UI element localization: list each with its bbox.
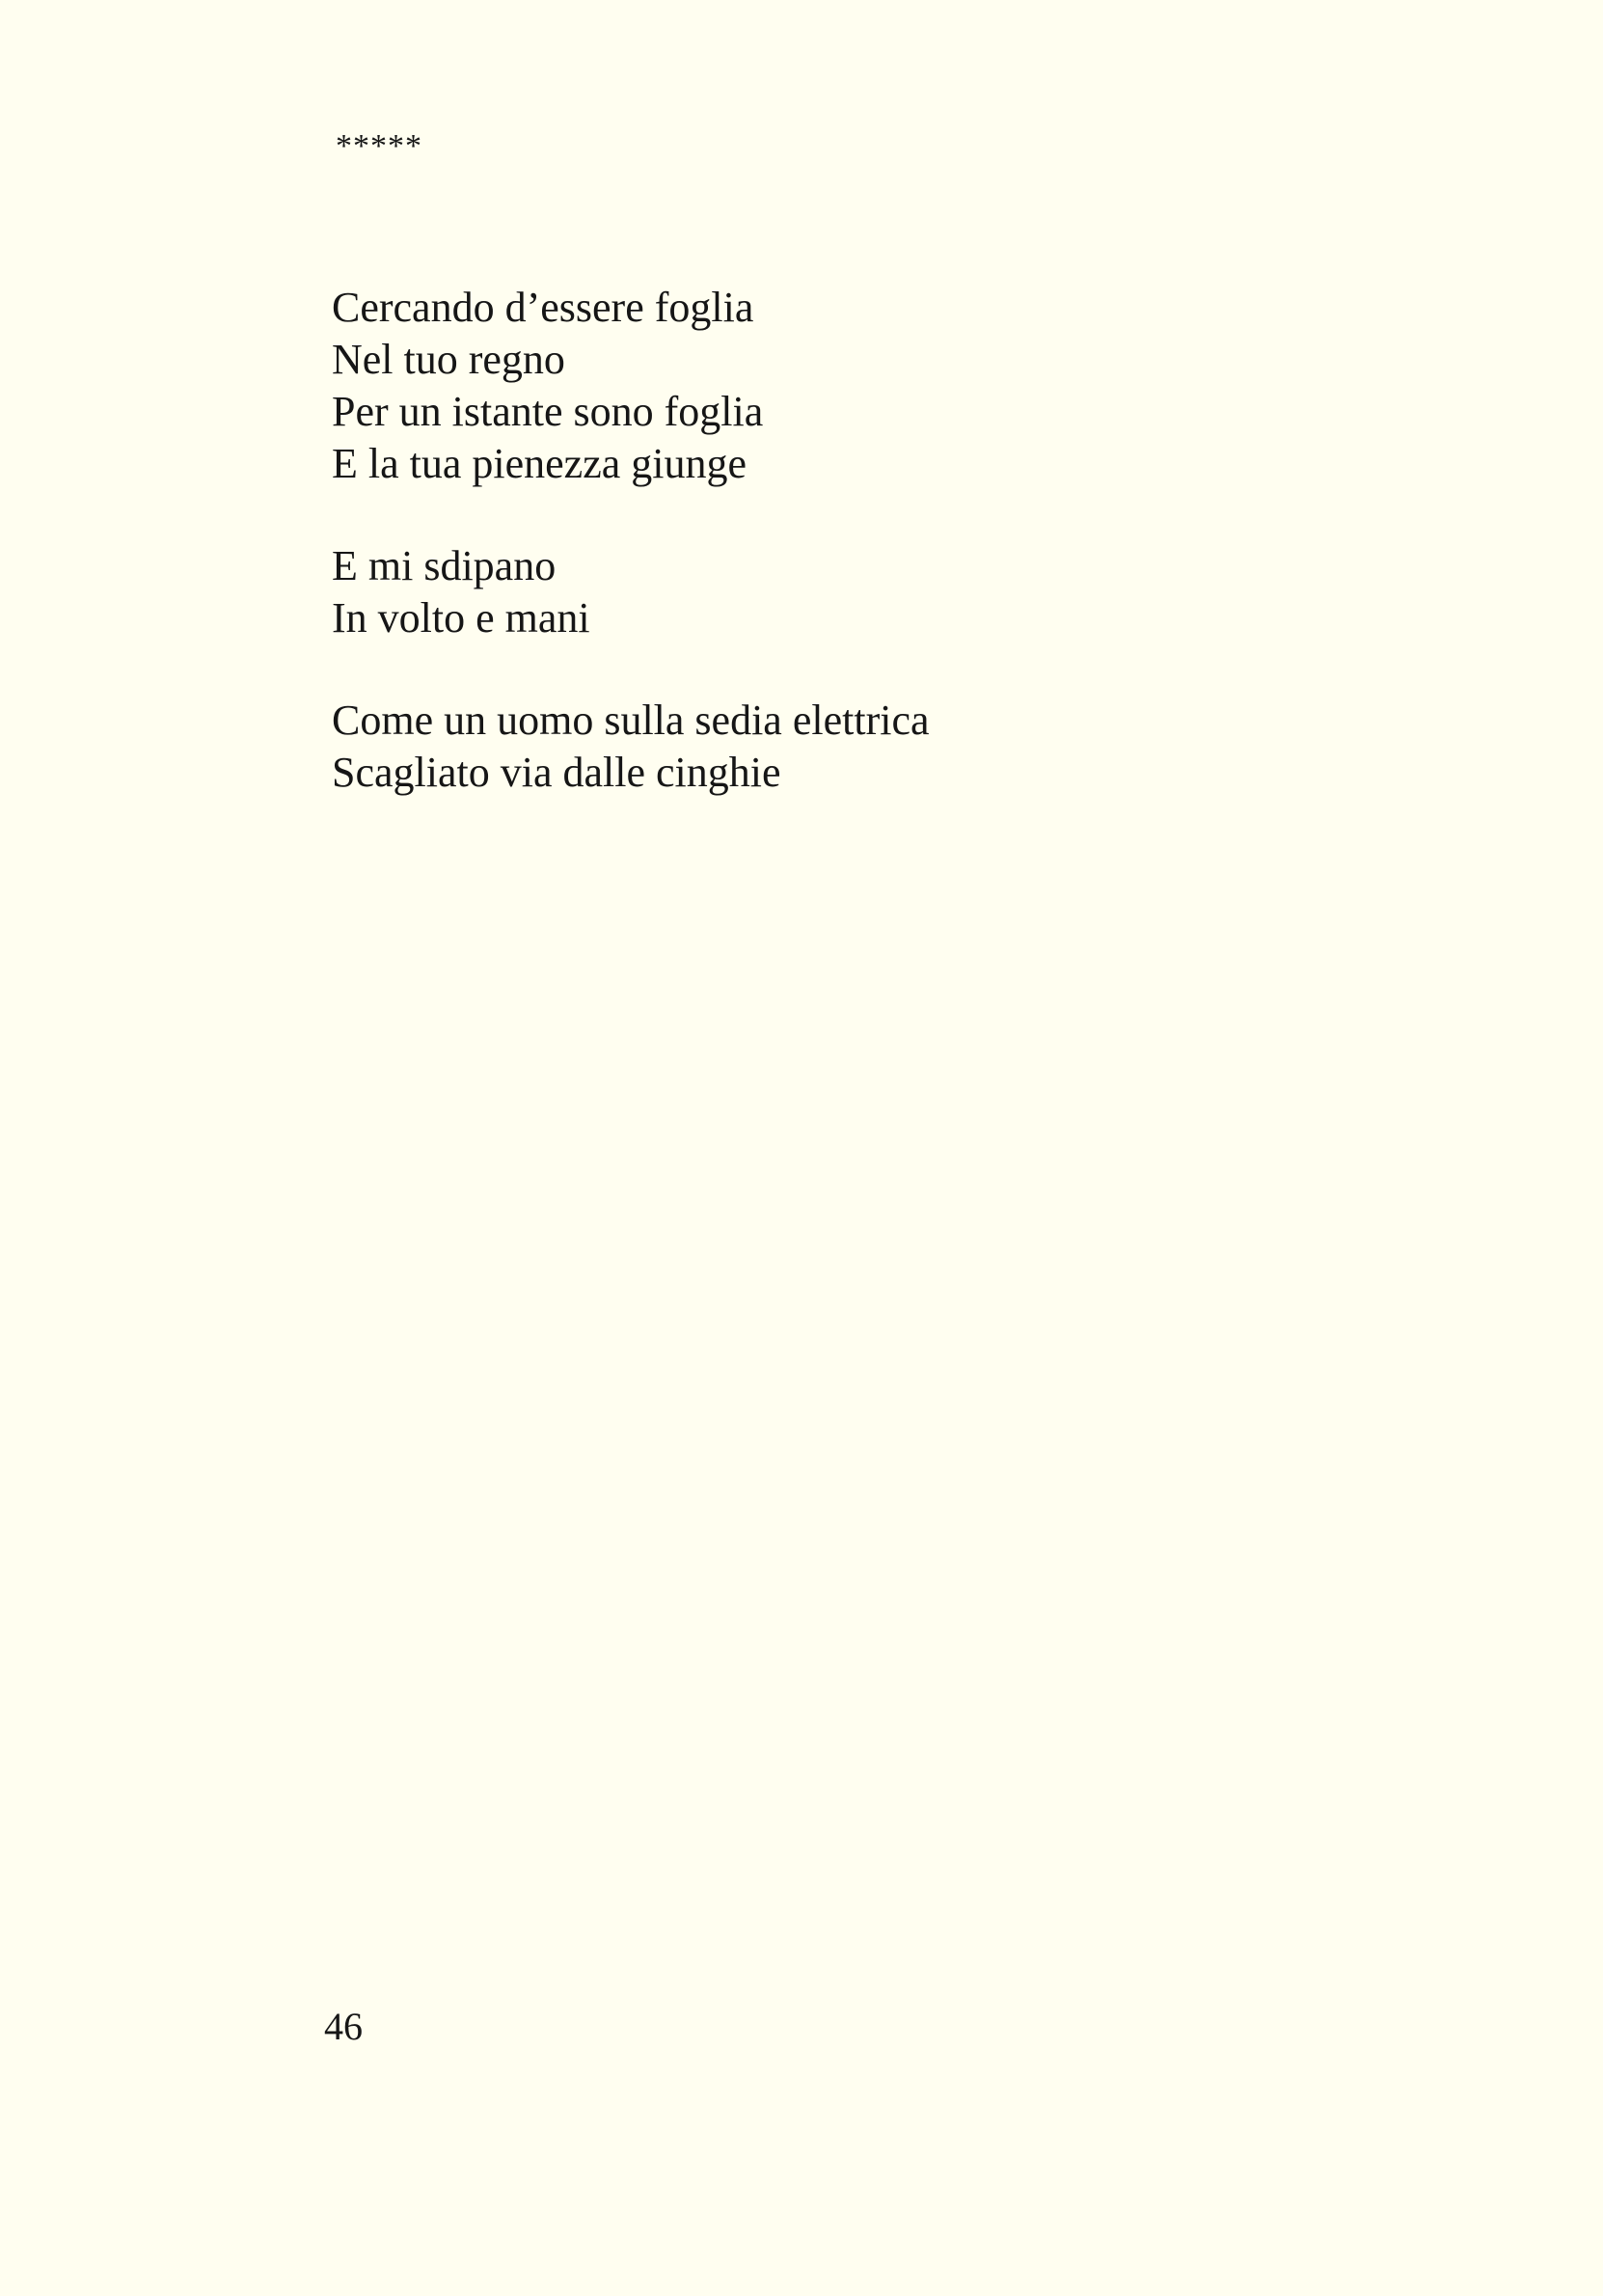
poem-line: E la tua pienezza giunge [332, 440, 747, 487]
page-number: 46 [324, 2005, 363, 2048]
stanza-2 [332, 540, 1296, 644]
poem-line: Nel tuo regno [332, 336, 565, 383]
poem-line: Come un uomo sulla sedia elettrica [332, 697, 930, 744]
stanza-1 [332, 282, 1296, 490]
poem-line: E mi sdipano [332, 542, 557, 589]
poem-line: In volto e mani [332, 594, 590, 642]
section-ornament: ***** [336, 128, 422, 164]
poem-line: Scagliato via dalle cinghie [332, 749, 781, 796]
poem [332, 282, 1296, 849]
stanza-3 [332, 695, 1296, 799]
poem-line: Cercando d’essere foglia [332, 284, 754, 331]
poem-line: Per un istante sono foglia [332, 388, 764, 435]
